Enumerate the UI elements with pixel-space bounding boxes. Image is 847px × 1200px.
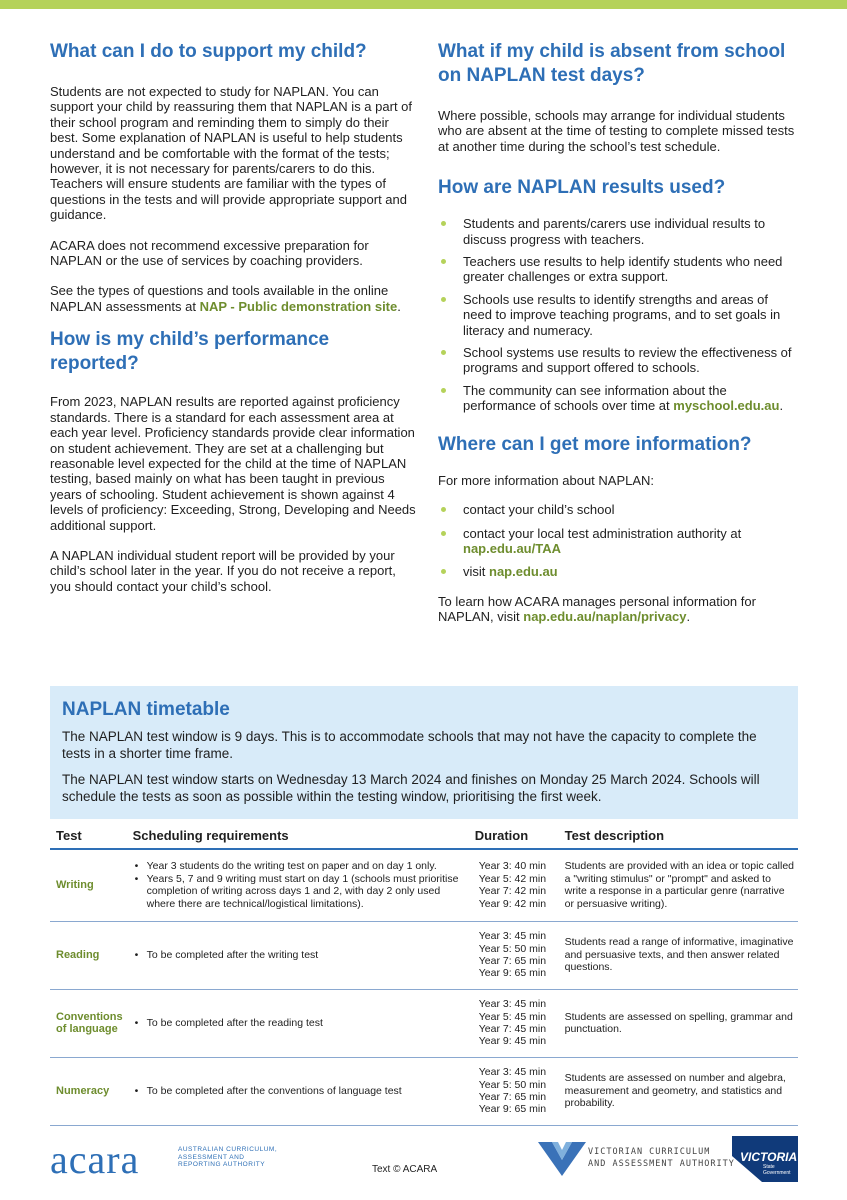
list-item-text: contact your local test administration authority at [463,525,742,541]
heading-support: What can I do to support my child? [50,41,367,62]
bullet-icon [441,388,446,393]
victoria-sub-line: Government [763,1170,791,1176]
duration-item: Year 3: 40 min [478,860,547,873]
scheduling-cell [127,921,469,989]
duration-item: Year 7: 65 min [478,1091,547,1103]
list-item-text: visit [463,564,489,580]
description-cell: Students are assessed on number and algebra, measurement and geometry, and statistics and probability. [559,1057,798,1125]
copyright-text: Text © ACARA [372,1164,438,1175]
test-name: Writing [50,849,127,921]
table-row [50,921,798,989]
victoria-sub-line: State [763,1164,775,1170]
list-item-text: The community can see information about the performance of schools over time at [463,382,727,414]
acara-logo-subtitle [178,1146,277,1169]
support-paragraph-2: ACARA does not recommend excessive preparation for NAPLAN or the use of services by coaching providers. [50,237,369,269]
footer [0,1128,847,1200]
acara-logo: acara [50,1137,140,1182]
duration-item: Year 5: 45 min [478,1010,547,1023]
duration-cell [469,989,559,1057]
bullet-icon [441,350,446,355]
duration-item: Year 7: 45 min [478,1023,547,1035]
header-description: Test description [559,822,798,849]
test-name: Numeracy [50,1057,127,1125]
list-item-end: . [779,398,784,414]
nap-link[interactable]: nap.edu.au [489,564,558,580]
duration-cell [469,849,559,921]
duration-cell [469,1057,559,1125]
duration-item: Year 9: 65 min [478,967,547,980]
duration-item: Year 9: 42 min [478,897,547,910]
description-cell: Students read a range of informative, imaginative and persuasive texts, and then answer related questions. [559,921,798,989]
heading-reported: How is my child’s performance reported? [50,329,330,375]
duration-item: Year 3: 45 min [478,998,547,1011]
top-accent-bar [0,0,847,9]
acara-sub-line: ASSESSMENT AND [178,1153,245,1161]
list-item [438,564,798,579]
support-paragraph-3 [50,283,418,314]
test-name: Reading [50,921,127,989]
list-item-text: contact your child’s school [463,502,615,518]
bullet-icon [441,569,446,574]
info-list [438,502,798,580]
list-item [438,292,798,338]
scheduling-cell [127,849,469,921]
duration-item: Year 3: 45 min [478,1066,547,1079]
results-used-list [438,216,798,413]
duration-item: Year 5: 50 min [478,1078,547,1091]
privacy-link[interactable]: nap.edu.au/naplan/privacy [523,609,687,625]
scheduling-cell [127,989,469,1057]
heading-absent: What if my child is absent from school on NAPLAN test days? [438,41,786,86]
header-test: Test [50,822,127,849]
duration-item: Year 7: 65 min [478,955,547,967]
vcaa-line: VICTORIAN CURRICULUM [588,1147,711,1157]
bullet-icon [441,507,446,512]
right-column [438,40,798,625]
list-item-text: Teachers use results to help identify students who need greater challenges or extra support. [463,254,783,285]
timetable-panel [50,686,798,819]
list-item-text: School systems use results to review the effectiveness of programs and support offered to schools. [463,345,792,376]
list-item [438,216,798,247]
absent-paragraph: Where possible, schools may arrange for individual students who are absent at the time of testing to complete missed tests at another time during the school’s test schedule. [438,108,795,154]
support-paragraph-1: Students are not expected to study for NAPLAN. You can support your child by reassuring them that NAPLAN is a part of their school program and reminding them to simply do their best. Some explanation of NAPLAN is useful to help students understand and be comfortable with the format of the tests; however, it is not necessary for parents/carers to do this. Teachers will ensure students are familiar with the types of questions in the tests and will provide appropriate support and guidance. [50,84,413,223]
duration-item: Year 5: 50 min [478,942,547,955]
support-paragraph-3-end: . [397,298,401,314]
victoria-wordmark: VICTORIA [740,1150,798,1164]
left-column [50,40,418,594]
taa-link[interactable]: nap.edu.au/TAA [463,540,561,556]
vcaa-line: AND ASSESSMENT AUTHORITY [588,1159,735,1169]
table-row [50,989,798,1057]
scheduling-cell [127,1057,469,1125]
test-name: Conventions of language [50,989,127,1057]
list-item [438,383,798,414]
duration-item: Year 3: 45 min [478,930,547,943]
acara-sub-line: AUSTRALIAN CURRICULUM, [178,1146,278,1153]
privacy-paragraph [438,594,798,625]
heading-more-info: Where can I get more information? [438,433,752,455]
table-row [50,849,798,921]
list-item-text: Schools use results to identify strengths and areas of need to improve teaching programs, and to set goals in literacy and numeracy. [463,291,781,338]
requirement-item: • To be completed after the writing test [133,949,465,961]
timetable-paragraph-1: The NAPLAN test window is 9 days. This is to accommodate schools that may not have the capacity to complete the tests in a shorter time frame. [62,729,757,761]
nap-demo-site-link[interactable]: NAP - Public demonstration site [199,298,398,314]
list-item [438,502,798,517]
acara-sub-line: REPORTING AUTHORITY [178,1161,266,1168]
duration-item: Year 9: 65 min [478,1103,547,1116]
duration-item: Year 5: 42 min [478,872,547,885]
description-cell: Students are assessed on spelling, grammar and punctuation. [559,989,798,1057]
requirement-item: • Years 5, 7 and 9 writing must start on day 1 (schools must prioritise completion of writing across days 1 and 2, with day 2 only used where there are technical/logistical limitations). [133,873,465,910]
header-duration: Duration [469,822,559,849]
duration-cell [469,921,559,989]
list-item-text: Students and parents/carers use individual results to discuss progress with teachers. [463,216,766,247]
schedule-table [50,822,798,1126]
requirement-item: • To be completed after the conventions of language test [133,1085,465,1097]
victoria-subtitle [763,1164,791,1176]
timetable-title: NAPLAN timetable [62,699,230,720]
vcaa-logo-icon [538,1138,586,1176]
description-cell: Students are provided with an idea or topic called a "writing stimulus" or "prompt" and asked to write a response in a particular genre (narrative or persuasive writing). [559,849,798,921]
myschool-link[interactable]: myschool.edu.au [673,398,780,414]
bullet-icon [441,259,446,264]
reported-paragraph-1: From 2023, NAPLAN results are reported against proficiency standards. There is a standard for each assessment area at each year level. Proficiency standards provide clear information on student achievement. They are set at a challenging but reasonable level expected for the child at the time of NAPLAN testing, based mainly on what has been taught in previous years of schooling. Student achievement is shown against 4 levels of proficiency: Exceeding, Strong, Developing and Needs additional support. [50,394,416,533]
requirement-item: • Year 3 students do the writing test on paper and on day 1 only. [133,860,465,872]
list-item [438,254,798,285]
bullet-icon [441,221,446,226]
list-item [438,345,798,376]
requirement-item: • To be completed after the reading test [133,1017,465,1029]
heading-results-used: How are NAPLAN results used? [438,177,726,199]
privacy-text: To learn how ACARA manages personal information for NAPLAN, visit [438,593,756,625]
bullet-icon [441,531,446,536]
support-paragraph-3-text: See the types of questions and tools available in the online NAPLAN assessments at [50,283,389,314]
duration-item: Year 7: 42 min [478,885,547,898]
duration-item: Year 9: 45 min [478,1035,547,1048]
table-row [50,1057,798,1125]
bullet-icon [441,297,446,302]
table-header-row [50,822,798,849]
vcaa-wordmark [588,1146,735,1170]
list-item [438,526,798,557]
header-scheduling: Scheduling requirements [127,822,469,849]
reported-paragraph-2: A NAPLAN individual student report will be provided by your child’s school later in the year. If you do not receive a report, you should contact your child’s school. [50,547,396,594]
timetable-paragraph-2: The NAPLAN test window starts on Wednesday 13 March 2024 and finishes on Monday 25 March 2024. Schools will schedule the tests as soon as possible within the testing window, prioritising the first week. [62,772,760,804]
privacy-end: . [686,609,691,625]
info-intro: For more information about NAPLAN: [438,472,655,488]
